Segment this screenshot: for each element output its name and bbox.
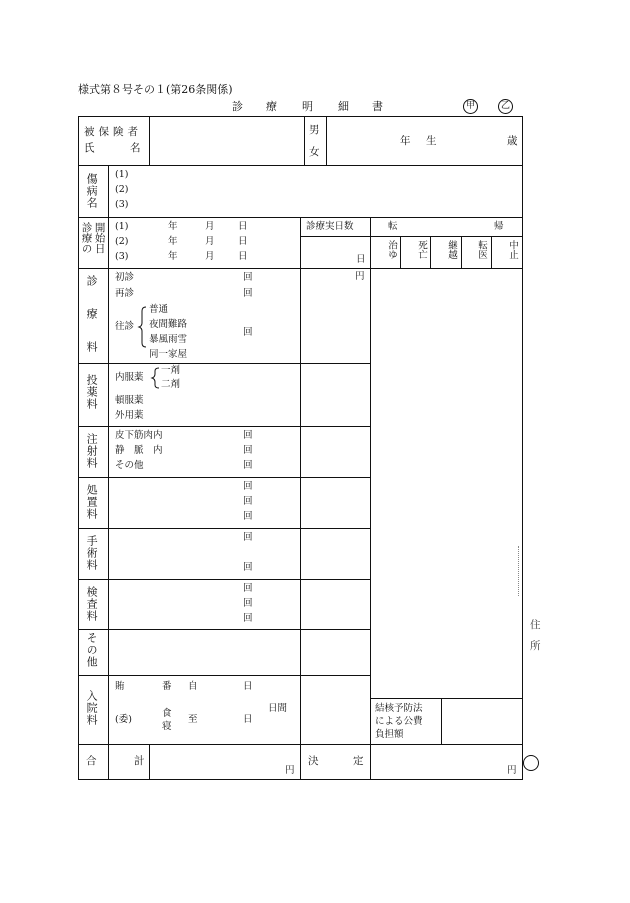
start-month-2: 月 — [205, 236, 215, 247]
disease-label: 傷病名 — [85, 173, 99, 209]
surgery-fee-label: 手術料 — [85, 535, 99, 571]
inpatient-fee-label: 入院料 — [85, 690, 99, 726]
inpatient-f: 食 — [162, 708, 172, 719]
start-year-2: 年 — [168, 236, 178, 247]
disease-item-2: (2) — [115, 184, 129, 195]
procedure-times-3: 回 — [243, 511, 253, 522]
repeat-visit-times: 回 — [243, 288, 253, 299]
injection-fee-label: 注射料 — [85, 433, 99, 469]
consult-fee-label: 診療料 — [85, 275, 99, 374]
outcome-label-a: 転 — [388, 221, 398, 232]
inpatient-e: (委) — [115, 714, 132, 725]
faint-mark — [518, 546, 523, 596]
inpatient-j: 日 — [243, 714, 253, 725]
outcome-cured: 治ゆ — [386, 240, 397, 259]
procedure-times-2: 回 — [243, 496, 253, 507]
start-month-3: 月 — [205, 251, 215, 262]
internal-drug-one: 一剤 — [161, 365, 181, 376]
exam-times-2: 回 — [243, 598, 253, 609]
age-born-label: 生 — [426, 135, 437, 147]
tb-burden-line2: による公費 — [375, 716, 423, 727]
age-year-label: 年 — [400, 135, 411, 147]
start-row-1: (1) — [115, 221, 129, 232]
inpatient-a: 賄 — [115, 681, 125, 692]
decision-label-a: 決 — [308, 755, 319, 767]
title-char-3: 明 — [302, 100, 313, 113]
exam-times-3: 回 — [243, 613, 253, 624]
actual-days-unit: 日 — [356, 254, 366, 265]
inpatient-c: 自 — [188, 681, 198, 692]
inpatient-b: 番 — [162, 681, 172, 692]
start-label-col2: 開始日 — [93, 222, 106, 254]
surgery-times-1: 回 — [243, 532, 253, 543]
injection-subcutaneous: 皮下筋肉内 — [115, 430, 163, 441]
outcome-transfer: 転医 — [476, 240, 487, 259]
exam-times-1: 回 — [243, 583, 253, 594]
outcome-death: 死亡 — [416, 240, 427, 259]
insured-label: 被保険者 — [84, 126, 142, 138]
house-call-night: 夜間難路 — [149, 319, 188, 330]
repeat-visit: 再診 — [115, 288, 135, 299]
start-label-col1: 診療の — [80, 222, 93, 254]
first-visit: 初診 — [115, 272, 135, 283]
external-drug: 外用薬 — [115, 410, 144, 421]
other-fee-label: その他 — [85, 632, 99, 668]
inpatient-d: 日 — [243, 681, 253, 692]
injection-times-1: 回 — [243, 430, 253, 441]
inpatient-h: 至 — [188, 714, 198, 725]
prn-drug: 頓服薬 — [115, 395, 144, 406]
start-day-2: 日 — [238, 236, 248, 247]
house-call-storm: 暴風雨雪 — [149, 334, 188, 345]
outcome-continue: 継越 — [446, 240, 457, 259]
mark-otsu: 乙 — [498, 99, 513, 114]
start-day-1: 日 — [238, 221, 248, 232]
procedure-fee-label: 処置料 — [85, 484, 99, 520]
inpatient-g: 寝 — [162, 721, 172, 732]
title-char-4: 細 — [338, 100, 349, 113]
injection-intravenous: 静 脈 内 — [115, 445, 163, 456]
sex-male: 男 — [309, 124, 320, 136]
title-char-5: 書 — [372, 100, 383, 113]
start-day-3: 日 — [238, 251, 248, 262]
disease-item-3: (3) — [115, 199, 129, 210]
faint-address-a: 住 — [530, 619, 541, 631]
actual-days-label: 診療実日数 — [306, 221, 354, 232]
first-visit-times: 回 — [243, 272, 253, 283]
title-char-1: 診 — [232, 100, 243, 113]
consult-yen: 円 — [355, 271, 365, 282]
injection-times-2: 回 — [243, 445, 253, 456]
faint-address-b: 所 — [530, 640, 541, 652]
total-label-a: 合 — [86, 755, 97, 767]
injection-other: その他 — [115, 460, 144, 471]
decision-label-b: 定 — [353, 755, 364, 767]
form-number: 様式第８号その１(第26条関係) — [78, 83, 233, 96]
insured-label-mei: 名 — [130, 142, 141, 154]
house-call-times: 回 — [243, 327, 253, 338]
procedure-times-1: 回 — [243, 481, 253, 492]
start-year-3: 年 — [168, 251, 178, 262]
drug-fee-label: 投薬料 — [85, 374, 99, 410]
tb-burden-line1: 結核予防法 — [375, 703, 423, 714]
total-yen: 円 — [285, 765, 295, 776]
start-year-1: 年 — [168, 221, 178, 232]
start-row-2: (2) — [115, 236, 129, 247]
house-call: 往診 — [115, 321, 135, 332]
internal-drug-two: 二剤 — [161, 379, 181, 390]
decision-yen: 円 — [507, 765, 517, 776]
outcome-label-b: 帰 — [494, 221, 504, 232]
house-call-same-house: 同一家屋 — [149, 349, 188, 360]
start-month-1: 月 — [205, 221, 215, 232]
seal-circle — [523, 755, 539, 771]
house-call-normal: 普通 — [149, 304, 169, 315]
mark-kou: 甲 — [463, 99, 478, 114]
start-row-3: (3) — [115, 251, 129, 262]
internal-drug: 内服薬 — [115, 372, 144, 383]
title-char-2: 療 — [266, 100, 277, 113]
surgery-times-2: 回 — [243, 562, 253, 573]
inpatient-i: 日間 — [268, 703, 288, 714]
injection-times-3: 回 — [243, 460, 253, 471]
age-label: 歳 — [507, 135, 518, 147]
total-label-b: 計 — [134, 755, 145, 767]
tb-burden-line3: 負担額 — [375, 729, 404, 740]
outcome-stop: 中止 — [507, 240, 518, 259]
sex-female: 女 — [309, 146, 320, 158]
exam-fee-label: 検査料 — [85, 586, 99, 622]
disease-item-1: (1) — [115, 169, 129, 180]
insured-label-shi: 氏 — [84, 142, 95, 154]
